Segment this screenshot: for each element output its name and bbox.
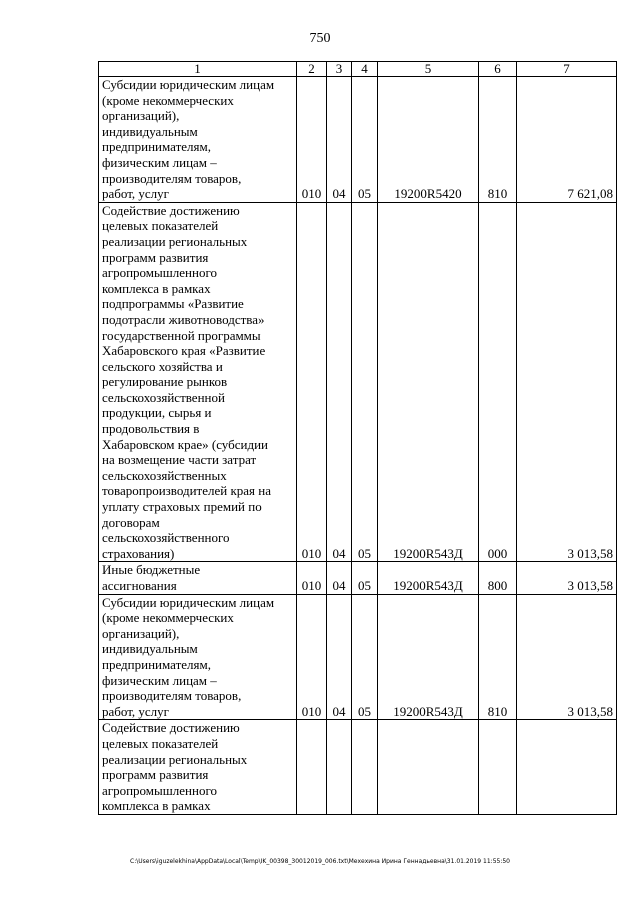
column-header: 2 bbox=[297, 62, 327, 77]
description-line: Субсидии юридическим лицам bbox=[102, 594, 275, 610]
amount: 7 621,08 bbox=[517, 77, 617, 203]
description-line: организаций), bbox=[102, 108, 180, 124]
description-line: Субсидии юридическим лицам bbox=[102, 77, 275, 92]
expense-type-code: 810 bbox=[479, 594, 517, 720]
description-line: сельского хозяйства и bbox=[102, 358, 223, 374]
code-column-3: 04 bbox=[327, 594, 352, 720]
column-header: 5 bbox=[378, 62, 479, 77]
table-row bbox=[99, 77, 617, 203]
description-line: целевых показателей bbox=[102, 218, 219, 234]
budget-table bbox=[98, 61, 617, 815]
table-row bbox=[99, 562, 617, 594]
description-line: физическим лицам – bbox=[102, 154, 217, 170]
column-header: 3 bbox=[327, 62, 352, 77]
description-line: Содействие достижению bbox=[102, 720, 240, 736]
description-line: сельскохозяйственной bbox=[102, 389, 225, 405]
description-line: реализации региональных bbox=[102, 233, 248, 249]
code-column-4: 05 bbox=[352, 594, 378, 720]
description-line: целевых показателей bbox=[102, 735, 219, 751]
code-column-4 bbox=[352, 720, 378, 815]
description-line: программ развития bbox=[102, 767, 209, 783]
file-path-footer: C:\Users\iguzelekhina\AppData\Local\Temp\IK_00398_30012019_006.txt\Мехехина Ирина Геннадьевна\31.01.2019 11:55:50 bbox=[130, 858, 510, 865]
description-line: (кроме некоммерческих bbox=[102, 610, 234, 626]
table-row bbox=[99, 202, 617, 562]
amount: 3 013,58 bbox=[517, 562, 617, 594]
description-line: индивидуальным bbox=[102, 123, 198, 139]
description-line: физическим лицам – bbox=[102, 672, 217, 688]
target-article-code: 19200R543Д bbox=[378, 562, 479, 594]
description-line: на возмещение части затрат bbox=[102, 452, 257, 468]
amount: 3 013,58 bbox=[517, 594, 617, 720]
description-line: реализации региональных bbox=[102, 751, 248, 767]
code-column-3: 04 bbox=[327, 77, 352, 203]
column-header: 7 bbox=[517, 62, 617, 77]
table-header-row bbox=[99, 62, 617, 77]
column-header: 1 bbox=[99, 62, 297, 77]
table-row bbox=[99, 720, 617, 815]
description-line: агропромышленного bbox=[102, 782, 217, 798]
row-description bbox=[99, 202, 297, 562]
description-line: предпринимателям, bbox=[102, 656, 211, 672]
code-column-3: 04 bbox=[327, 202, 352, 562]
row-description bbox=[99, 720, 297, 815]
expense-type-code: 000 bbox=[479, 202, 517, 562]
description-line: сельскохозяйственного bbox=[102, 530, 230, 546]
description-line: государственной программы bbox=[102, 327, 261, 343]
amount: 3 013,58 bbox=[517, 202, 617, 562]
code-column-4: 05 bbox=[352, 77, 378, 203]
description-line: производителям товаров, bbox=[102, 170, 242, 186]
code-column-2: 010 bbox=[297, 562, 327, 594]
description-line: договорам bbox=[102, 514, 160, 530]
description-line: регулирование рынков bbox=[102, 374, 228, 390]
target-article-code: 19200R5420 bbox=[378, 77, 479, 203]
description-line: уплату страховых премий по bbox=[102, 499, 262, 515]
code-column-4: 05 bbox=[352, 562, 378, 594]
target-article-code bbox=[378, 720, 479, 815]
description-line: (кроме некоммерческих bbox=[102, 92, 234, 108]
row-description bbox=[99, 77, 297, 203]
code-column-3 bbox=[327, 720, 352, 815]
description-line: подотрасли животноводства» bbox=[102, 311, 265, 327]
code-column-4: 05 bbox=[352, 202, 378, 562]
expense-type-code bbox=[479, 720, 517, 815]
expense-type-code: 810 bbox=[479, 77, 517, 203]
column-header: 6 bbox=[479, 62, 517, 77]
description-line: программ развития bbox=[102, 249, 209, 265]
description-line: комплекса в рамках bbox=[102, 798, 211, 814]
expense-type-code: 800 bbox=[479, 562, 517, 594]
row-description bbox=[99, 594, 297, 720]
description-line: Хабаровского края «Развитие bbox=[102, 343, 266, 359]
description-line: Хабаровском крае» (субсидии bbox=[102, 436, 268, 452]
description-line: предпринимателям, bbox=[102, 139, 211, 155]
code-column-2: 010 bbox=[297, 594, 327, 720]
description-line: товаропроизводителей края на bbox=[102, 483, 271, 499]
code-column-2: 010 bbox=[297, 202, 327, 562]
description-line: подпрограммы «Развитие bbox=[102, 296, 244, 312]
description-line: работ, услуг bbox=[102, 703, 170, 719]
row-description bbox=[99, 562, 297, 594]
description-line: производителям товаров, bbox=[102, 688, 242, 704]
description-line: сельскохозяйственных bbox=[102, 467, 227, 483]
code-column-2 bbox=[297, 720, 327, 815]
description-line: организаций), bbox=[102, 625, 180, 641]
description-line: ассигнования bbox=[102, 578, 177, 593]
table-row bbox=[99, 594, 617, 720]
page-number: 750 bbox=[309, 31, 331, 46]
amount bbox=[517, 720, 617, 815]
description-line: страхования) bbox=[102, 545, 175, 561]
description-line: агропромышленного bbox=[102, 265, 217, 281]
code-column-2: 010 bbox=[297, 77, 327, 203]
description-line: работ, услуг bbox=[102, 186, 170, 202]
description-line: комплекса в рамках bbox=[102, 280, 211, 296]
code-column-3: 04 bbox=[327, 562, 352, 594]
description-line: Иные бюджетные bbox=[102, 562, 201, 578]
target-article-code: 19200R543Д bbox=[378, 202, 479, 562]
column-header: 4 bbox=[352, 62, 378, 77]
description-line: продукции, сырья и bbox=[102, 405, 212, 421]
description-line: индивидуальным bbox=[102, 641, 198, 657]
description-line: Содействие достижению bbox=[102, 202, 240, 218]
description-line: продовольствия в bbox=[102, 421, 200, 437]
target-article-code: 19200R543Д bbox=[378, 594, 479, 720]
